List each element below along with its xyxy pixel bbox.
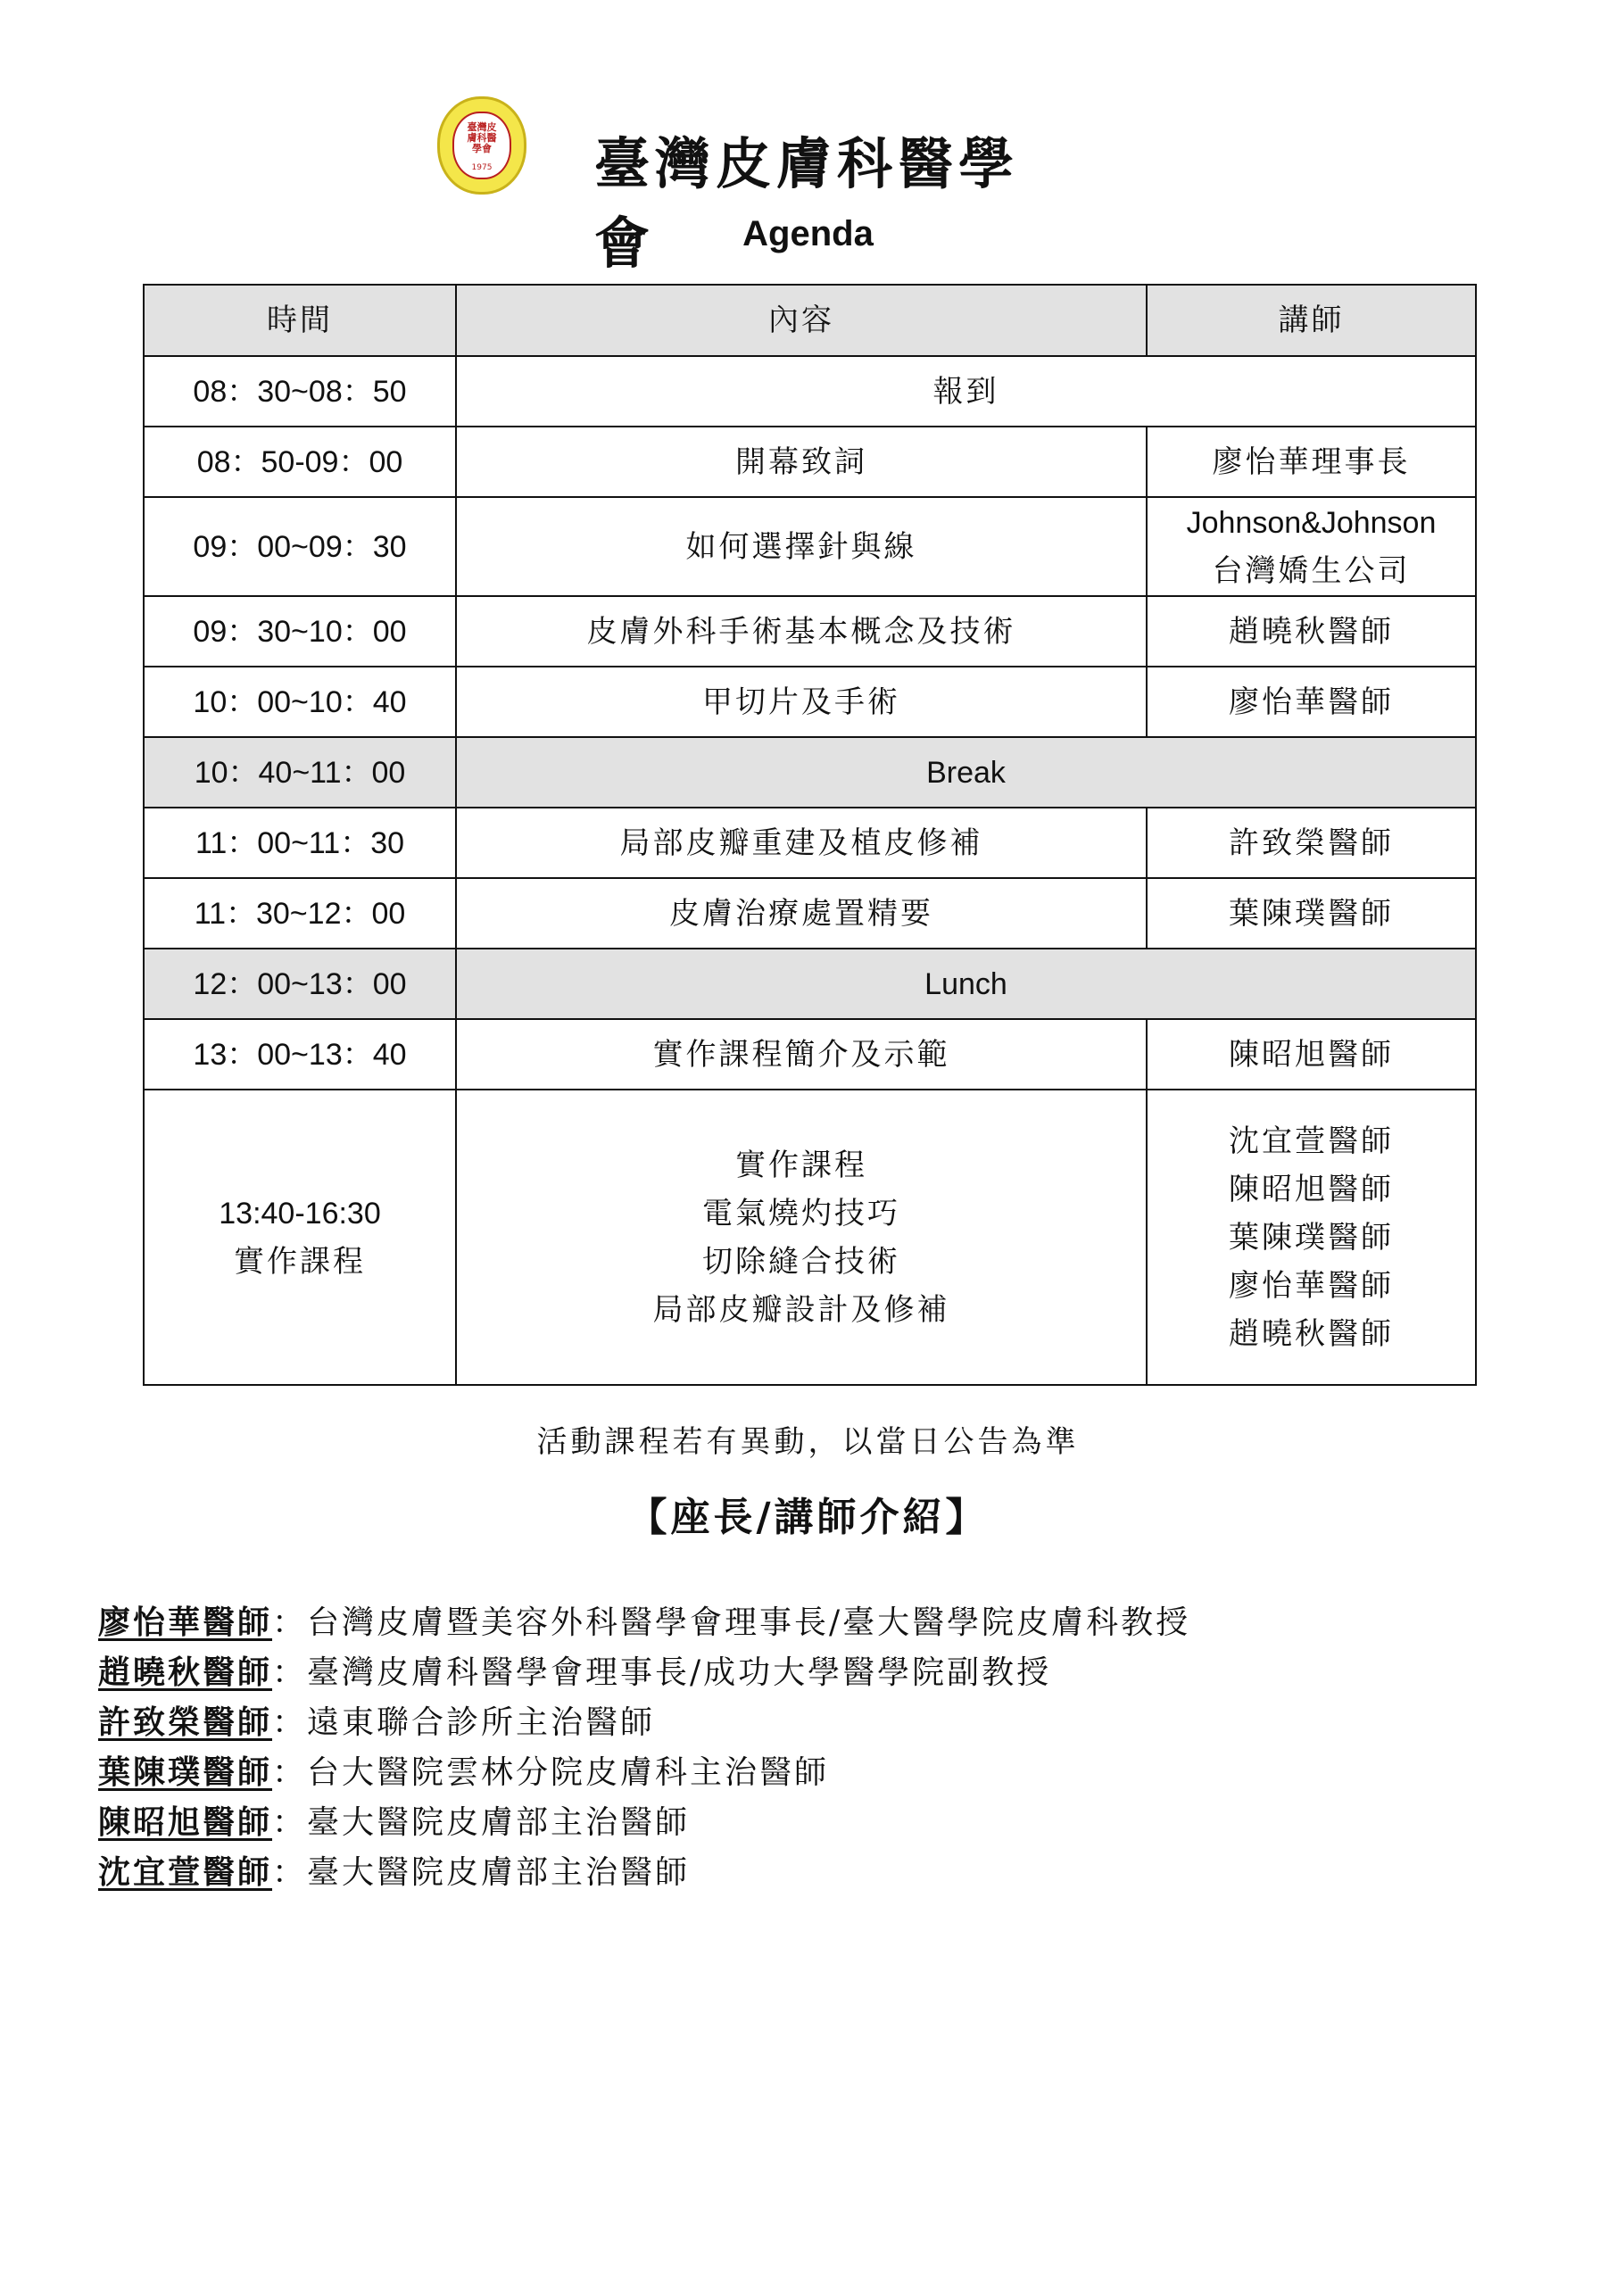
row-time: 13：00~13：40 (144, 1019, 456, 1090)
row-speaker: 陳昭旭醫師 (1147, 1019, 1476, 1090)
list-item (98, 1597, 1526, 1647)
row-speaker (1147, 1090, 1476, 1385)
speaker-description: ：台大醫院雲林分院皮膚科主治醫師 (272, 1754, 830, 1791)
time-line: 13:40-16:30 (219, 1196, 381, 1231)
association-logo (437, 96, 526, 195)
speaker-line: 沈宜萱醫師 (1229, 1123, 1394, 1159)
header-speaker: 講師 (1147, 285, 1476, 356)
row-content (456, 1090, 1147, 1385)
agenda-title: Agenda (742, 214, 874, 253)
speaker-line: 陳昭旭醫師 (1229, 1171, 1394, 1207)
list-item (98, 1847, 1526, 1897)
row-time: 09：00~09：30 (144, 497, 456, 596)
speaker-line: 葉陳璞醫師 (1229, 1219, 1394, 1256)
table-row-lunch (144, 949, 1476, 1019)
row-time: 10：40~11：00 (144, 737, 456, 808)
row-content: Lunch (456, 949, 1476, 1019)
content-line: 局部皮瓣設計及修補 (652, 1291, 950, 1328)
speaker-intro-title: 【座長/講師介紹】 (627, 1495, 989, 1540)
header-time: 時間 (144, 285, 456, 356)
row-speaker: 廖怡華理事長 (1147, 427, 1476, 497)
table-row (144, 427, 1476, 497)
row-time: 11：30~12：00 (144, 878, 456, 949)
table-row-break (144, 737, 1476, 808)
row-content: 皮膚外科手術基本概念及技術 (456, 596, 1147, 667)
row-content: 實作課程簡介及示範 (456, 1019, 1147, 1090)
table-row (144, 356, 1476, 427)
header-content: 內容 (456, 285, 1147, 356)
list-item (98, 1647, 1526, 1697)
speaker-name: 沈宜萱醫師 (98, 1853, 273, 1891)
agenda-table (143, 284, 1477, 1386)
row-content: 甲切片及手術 (456, 667, 1147, 737)
table-row (144, 1019, 1476, 1090)
time-line: 實作課程 (234, 1243, 366, 1280)
speaker-description: ：臺大醫院皮膚部主治醫師 (272, 1804, 691, 1841)
speaker-description: ：台灣皮膚暨美容外科醫學會理事長/臺大醫學院皮膚科教授 (272, 1604, 1191, 1641)
content-line: 電氣燒灼技巧 (702, 1195, 900, 1231)
list-item (98, 1747, 1526, 1797)
table-row (144, 808, 1476, 878)
speaker-line: 廖怡華醫師 (1229, 1267, 1394, 1304)
table-row-practicum (144, 1090, 1476, 1385)
list-item (98, 1797, 1526, 1847)
row-time: 08：30~08：50 (144, 356, 456, 427)
speaker-name: 許致榮醫師 (98, 1703, 273, 1741)
row-content: 局部皮瓣重建及植皮修補 (456, 808, 1147, 878)
content-line: 切除縫合技術 (702, 1243, 900, 1280)
table-row (144, 878, 1476, 949)
table-row (144, 667, 1476, 737)
speaker-description: ：臺灣皮膚科醫學會理事長/成功大學醫學院副教授 (272, 1654, 1052, 1691)
row-time: 08：50-09：00 (144, 427, 456, 497)
speaker-name: 陳昭旭醫師 (98, 1803, 273, 1841)
speaker-intro-list (98, 1597, 1526, 1897)
row-speaker: 葉陳璞醫師 (1147, 878, 1476, 949)
speaker-line: Johnson&Johnson (1186, 505, 1437, 540)
speaker-description: ：臺大醫院皮膚部主治醫師 (272, 1854, 691, 1891)
speaker-name: 葉陳璞醫師 (98, 1753, 273, 1791)
logo-text: 臺灣皮膚科醫學會 (467, 121, 497, 154)
speaker-line: 趙曉秋醫師 (1229, 1315, 1394, 1352)
speaker-name: 趙曉秋醫師 (98, 1654, 273, 1691)
row-content: 開幕致詞 (456, 427, 1147, 497)
row-time: 12：00~13：00 (144, 949, 456, 1019)
logo-seal (452, 112, 511, 179)
table-row (144, 497, 1476, 596)
organization-title: 臺灣皮膚科醫學會 (594, 131, 1020, 276)
logo-seal-text (454, 122, 510, 154)
schedule-change-notice: 活動課程若有異動，以當日公告為準 (536, 1424, 1080, 1460)
row-content: 如何選擇針與線 (456, 497, 1147, 596)
speaker-line: 台灣嬌生公司 (1212, 552, 1411, 589)
logo-year: 1975 (471, 163, 493, 172)
speaker-description: ：遠東聯合診所主治醫師 (272, 1704, 656, 1741)
list-item (98, 1697, 1526, 1747)
row-time: 11：00~11：30 (144, 808, 456, 878)
row-time (144, 1090, 456, 1385)
row-speaker: 廖怡華醫師 (1147, 667, 1476, 737)
speaker-name: 廖怡華醫師 (98, 1604, 273, 1641)
row-speaker: 趙曉秋醫師 (1147, 596, 1476, 667)
row-speaker (1147, 497, 1476, 596)
row-speaker: 許致榮醫師 (1147, 808, 1476, 878)
table-row (144, 596, 1476, 667)
row-time: 10：00~10：40 (144, 667, 456, 737)
row-time: 09：30~10：00 (144, 596, 456, 667)
agenda-header-row (144, 285, 1476, 356)
row-content: 皮膚治療處置精要 (456, 878, 1147, 949)
row-content: Break (456, 737, 1476, 808)
content-line: 實作課程 (735, 1147, 867, 1183)
row-content: 報到 (456, 356, 1476, 427)
